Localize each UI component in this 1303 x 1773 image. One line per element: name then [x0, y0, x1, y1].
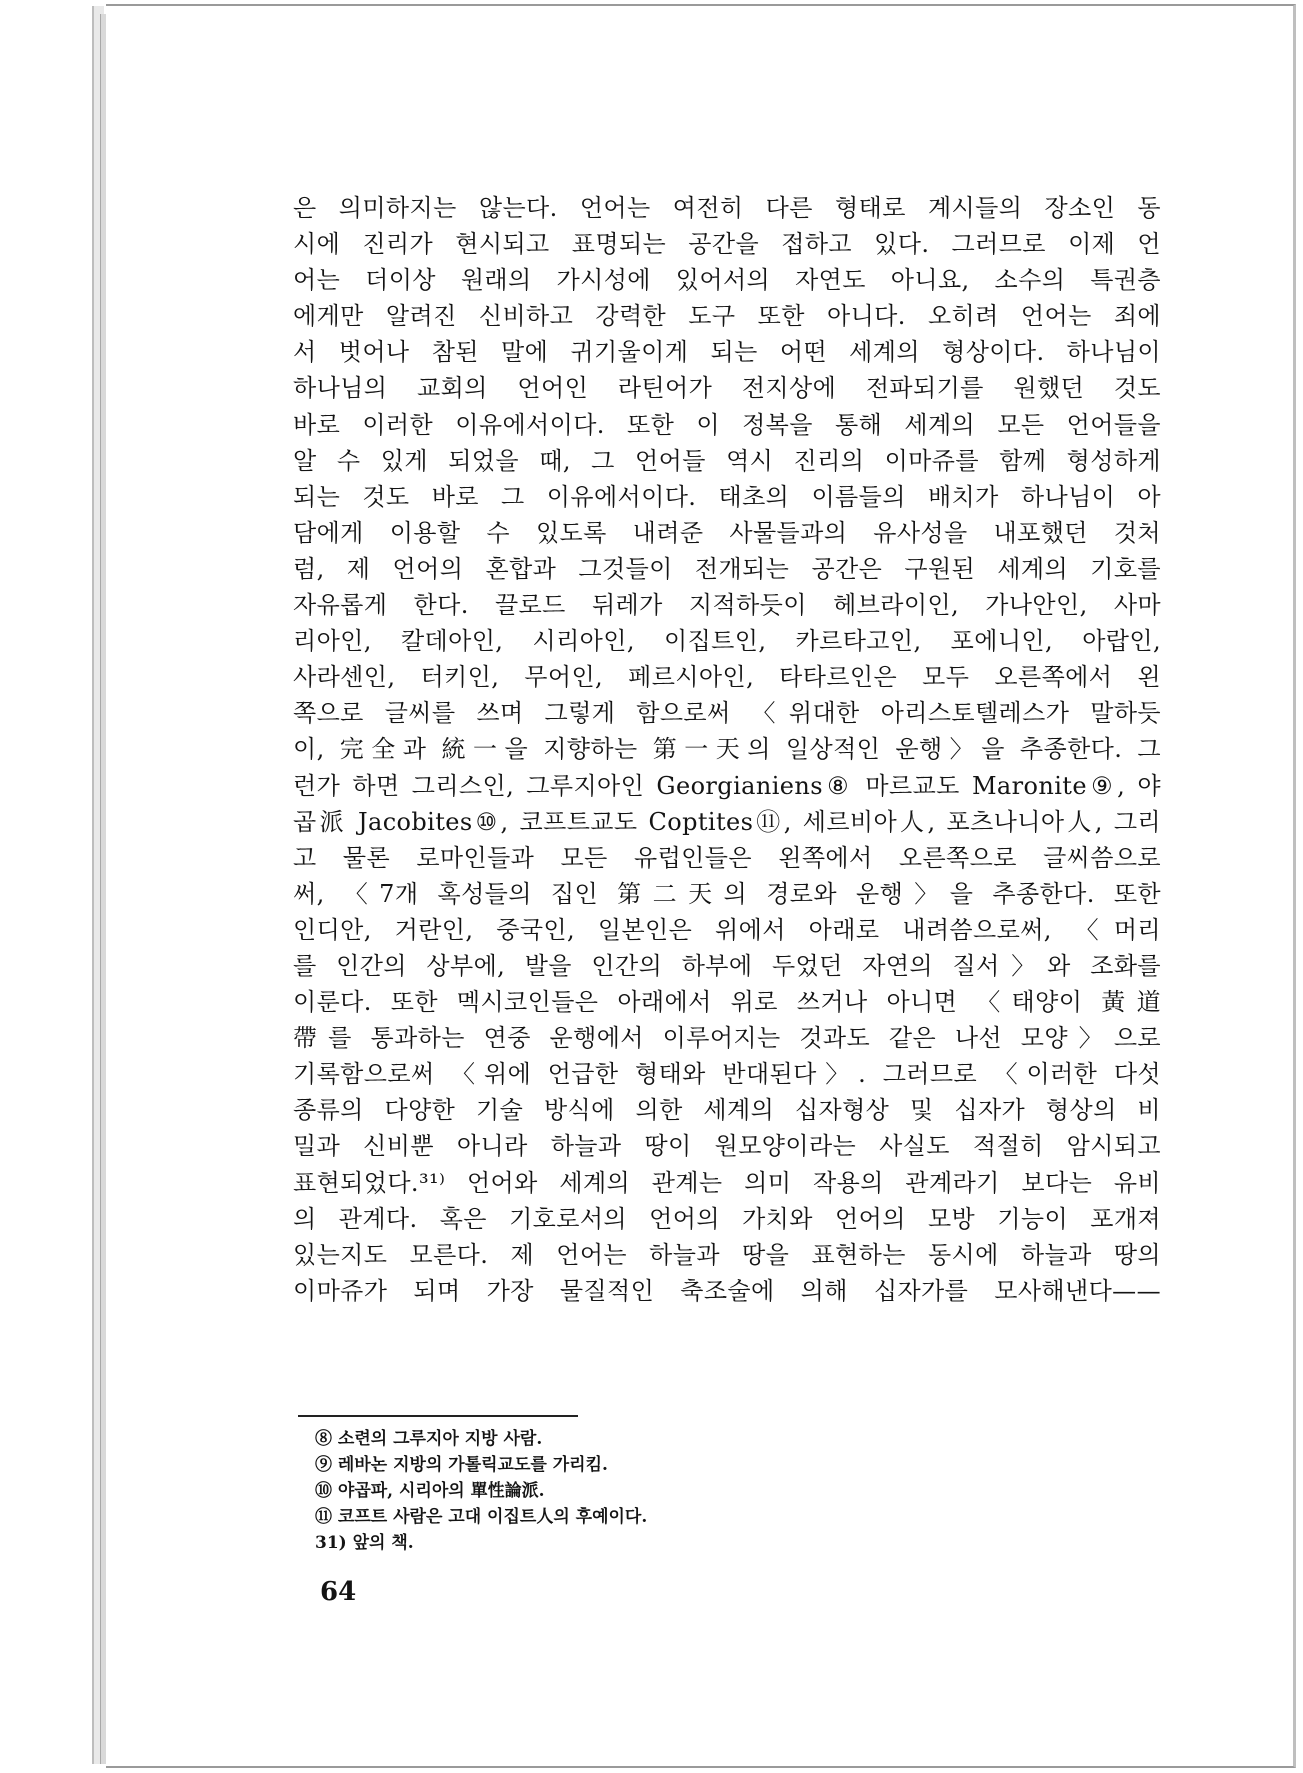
- footnote-10: ⑩ 야곱파, 시리아의 單性論派.: [315, 1481, 545, 1501]
- text-line: 를 인간의 상부에, 발을 인간의 하부에 두었던 자연의 질서〉와 조화를: [293, 951, 1161, 980]
- footnote-11: ⑪ 코프트 사람은 고대 이집트人의 후예이다.: [315, 1507, 648, 1527]
- page-number: 64: [320, 1577, 357, 1607]
- text-line: 쪽으로 글씨를 쓰며 그렇게 함으로써 〈위대한 아리스토텔레스가 말하듯: [293, 699, 1161, 728]
- text-line: 시에 진리가 현시되고 표명되는 공간을 접하고 있다. 그러므로 이제 언: [293, 230, 1161, 259]
- text-line: 사라센인, 터키인, 무어인, 페르시아인, 타타르인은 모두 오른쪽에서 왼: [293, 663, 1161, 692]
- footnote-31: 31) 앞의 책.: [315, 1533, 414, 1553]
- text-line: 자유롭게 한다. 끌로드 뒤레가 지적하듯이 헤브라이인, 가나안인, 사마: [293, 591, 1161, 620]
- text-line: 담에게 이용할 수 있도록 내려준 사물들과의 유사성을 내포했던 것처: [293, 518, 1161, 547]
- footnote-9: ⑨ 레바논 지방의 가톨릭교도를 가리킴.: [315, 1455, 608, 1475]
- text-line: 에게만 알려진 신비하고 강력한 도구 또한 아니다. 오히려 언어는 죄에: [293, 302, 1161, 331]
- text-line: 럼, 제 언어의 혼합과 그것들이 전개되는 공간은 구원된 세계의 기호를: [293, 554, 1161, 583]
- text-line: 의 관계다. 혹은 기호로서의 언어의 가치와 언어의 모방 기능이 포개져: [293, 1204, 1161, 1233]
- text-line: 표현되었다.³¹⁾ 언어와 세계의 관계는 의미 작용의 관계라기 보다는 유비: [293, 1168, 1161, 1197]
- text-line: 곱派 Jacobites⑩, 코프트교도 Coptites⑪, 세르비아人, 포츠나니아人, 그리: [293, 807, 1161, 836]
- body-text: [293, 190, 1161, 1309]
- text-line: 알 수 있게 되었을 때, 그 언어들 역시 진리의 이마쥬를 함께 형성하게: [293, 446, 1161, 475]
- text-line: 이룬다. 또한 멕시코인들은 아래에서 위로 쓰거나 아니면 〈태양이 黃道: [293, 988, 1161, 1017]
- footnote-8: ⑧ 소련의 그루지아 지방 사람.: [315, 1429, 543, 1449]
- text-line: 하나님의 교회의 언어인 라틴어가 전지상에 전파되기를 원했던 것도: [293, 374, 1161, 403]
- text-line: 서 벗어나 참된 말에 귀기울이게 되는 어떤 세계의 형상이다. 하나님이: [293, 338, 1161, 367]
- footnotes: [315, 1426, 1015, 1556]
- text-line: 바로 이러한 이유에서이다. 또한 이 정복을 통해 세계의 모든 언어들을: [293, 410, 1161, 439]
- text-line: 이마쥬가 되며 가장 물질적인 축조술에 의해 십자가를 모사해낸다——: [293, 1276, 1161, 1305]
- text-line: 리아인, 칼데아인, 시리아인, 이집트인, 카르타고인, 포에니인, 아랍인,: [293, 627, 1161, 656]
- text-line: 이, 完全과 統一을 지향하는 第一天의 일상적인 운행〉을 추종한다. 그: [293, 735, 1161, 764]
- text-line: 써, 〈7개 혹성들의 집인 第二天의 경로와 운행〉을 추종한다. 또한: [293, 879, 1161, 908]
- text-line: 은 의미하지는 않는다. 언어는 여전히 다른 형태로 계시들의 장소인 동: [293, 194, 1161, 222]
- text-line: 종류의 다양한 기술 방식에 의한 세계의 십자형상 및 십자가 형상의 비: [293, 1096, 1161, 1125]
- text-line: 인디안, 거란인, 중국인, 일본인은 위에서 아래로 내려씀으로써, 〈머리: [293, 915, 1161, 944]
- text-line: 런가 하면 그리스인, 그루지아인 Georgianiens⑧ 마르교도 Maronite⑨, 야: [293, 771, 1161, 800]
- text-line: 어는 더이상 원래의 가시성에 있어서의 자연도 아니요, 소수의 특권층: [293, 266, 1161, 295]
- text-line: 있는지도 모른다. 제 언어는 하늘과 땅을 표현하는 동시에 하늘과 땅의: [293, 1240, 1161, 1269]
- text-line: 帶를 통과하는 연중 운행에서 이루어지는 것과도 같은 나선 모양〉으로: [293, 1024, 1161, 1053]
- text-line: 되는 것도 바로 그 이유에서이다. 태초의 이름들의 배치가 하나님이 아: [293, 482, 1161, 511]
- text-line: 고 물론 로마인들과 모든 유럽인들은 왼쪽에서 오른쪽으로 글씨씀으로: [293, 843, 1161, 872]
- text-line: 기록함으로써 〈위에 언급한 형태와 반대된다〉. 그러므로 〈이러한 다섯: [293, 1060, 1161, 1089]
- text-line: 밀과 신비뿐 아니라 하늘과 땅이 원모양이라는 사실도 적절히 암시되고: [293, 1132, 1161, 1161]
- footnote-divider: [298, 1415, 578, 1417]
